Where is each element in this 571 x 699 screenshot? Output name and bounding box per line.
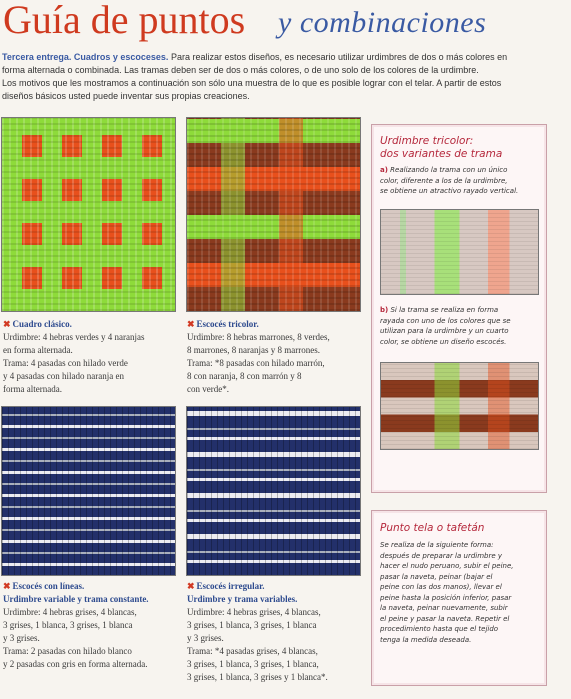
caption-escoces-irregular	[187, 580, 367, 684]
x-bullet-icon: ✖	[3, 581, 11, 591]
swatch-rayado-vertical	[380, 209, 539, 295]
intro-lead: Tercera entrega. Cuadros y escoceses.	[2, 52, 169, 62]
caption-line: con verde*.	[187, 384, 229, 394]
caption-line: Urdimbre: 4 hebras grises, 4 blancas,	[3, 607, 137, 617]
label-b: b)	[380, 306, 389, 314]
caption-line: Trama: 2 pasadas con hilado blanco	[3, 646, 132, 656]
panel-title-punto-tela: Punto tela o tafetán	[380, 522, 485, 534]
caption-line: en forma alternada.	[3, 345, 73, 355]
caption-escoces-tricolor	[187, 318, 367, 396]
caption-line: 8 marrones, 8 naranjas y 8 marrones.	[187, 345, 320, 355]
caption-title: ✖ Escocés irregular.	[187, 581, 265, 591]
caption-line: y 3 grises.	[3, 633, 40, 643]
caption-line: Trama: 4 pasadas con hilado verde	[3, 358, 128, 368]
caption-line: 8 con naranja, 8 con marrón y 8	[187, 371, 302, 381]
swatch-cuadro-clasico	[1, 117, 176, 312]
caption-subtitle: Urdimbre variable y trama constante.	[3, 594, 149, 604]
page-subtitle: y combinaciones	[278, 6, 487, 39]
x-bullet-icon: ✖	[187, 319, 195, 329]
swatch-escoces-irregular	[186, 406, 361, 576]
caption-line: Trama: *4 pasadas grises, 4 blancas,	[187, 646, 318, 656]
intro-line-2: forma alternada o combinada. Las tramas deben ser de dos o más colores, o de uno solo de los colores de la urdimbre.	[2, 65, 479, 75]
caption-line: y 3 grises.	[187, 633, 224, 643]
caption-subtitle: Urdimbre y trama variables.	[187, 594, 298, 604]
page-title: Guía de puntos	[3, 0, 246, 42]
caption-line: y 4 pasadas con hilado naranja en	[3, 371, 124, 381]
caption-cuadro-clasico	[3, 318, 181, 396]
caption-line: 3 grises, 1 blanca, 3 grises, 1 blanca,	[187, 659, 319, 669]
intro-text-1: Para realizar estos diseños, es necesario utilizar urdimbres de dos o más colores en	[170, 52, 508, 62]
caption-line: 3 grises, 1 blanca, 3 grises, 1 blanca	[3, 620, 133, 630]
swatch-escoces-tricolor	[186, 117, 361, 312]
panel-punto-tela	[371, 510, 547, 686]
caption-line: 3 grises, 1 blanca, 3 grises, 1 blanca	[187, 620, 317, 630]
caption-line: Urdimbre: 8 hebras marrones, 8 verdes,	[187, 332, 330, 342]
swatch-escoces-cuatro-colores	[380, 362, 539, 450]
panel-text-a: a) Realizando la trama con un único color, diferente a los de la urdimbre, se obtiene un atractivo rayado vertical.	[380, 166, 519, 195]
panel-title-line-1: Urdimbre tricolor:	[380, 135, 474, 147]
caption-title: ✖ Cuadro clásico.	[3, 319, 72, 329]
caption-line: Urdimbre: 4 hebras verdes y 4 naranjas	[3, 332, 145, 342]
caption-escoces-con-lineas	[3, 580, 183, 671]
panel-urdimbre-tricolor	[371, 124, 547, 493]
panel-text-b: b) Si la trama se realiza en forma rayada con uno de los colores que se utilizan para la urdimbre y un cuarto color, se obtiene un diseño escocés.	[380, 306, 511, 346]
caption-title: ✖ Escocés con líneas.	[3, 581, 85, 591]
caption-line: 3 grises, 1 blanca, 3 grises y 1 blanca*.	[187, 672, 328, 682]
caption-title: ✖ Escocés tricolor.	[187, 319, 259, 329]
caption-line: y 2 pasadas con gris en forma alternada.	[3, 659, 148, 669]
swatch-escoces-con-lineas	[1, 406, 176, 576]
panel-text-punto-tela: Se realiza de la siguiente forma: después de preparar la urdimbre y hacer el nudo peruano, subir el peine, pasar la naveta, peinar (bajar el peine con las dos manos), llevar el peine hasta la posición inferior, pasar la naveta, peinar nuevamente, subir el peine y pasar la naveta. Repetir el procedimiento hasta que el tejido tenga la medida deseada.	[380, 541, 514, 644]
intro-line-3: Los motivos que les mostramos a continuación son sólo una muestra de lo que es posible lograr con el telar. A partir de estos	[2, 78, 502, 88]
x-bullet-icon: ✖	[3, 319, 11, 329]
label-a: a)	[380, 166, 388, 174]
caption-line: forma alternada.	[3, 384, 62, 394]
x-bullet-icon: ✖	[187, 581, 195, 591]
panel-title-line-2: dos variantes de trama	[380, 148, 503, 160]
caption-line: Urdimbre: 4 hebras grises, 4 blancas,	[187, 607, 321, 617]
intro-line-1	[2, 51, 568, 64]
intro-line-4: diseños básicos usted puede inventar sus propias creaciones.	[2, 91, 250, 101]
caption-line: Trama: *8 pasadas con hilado marrón,	[187, 358, 325, 368]
